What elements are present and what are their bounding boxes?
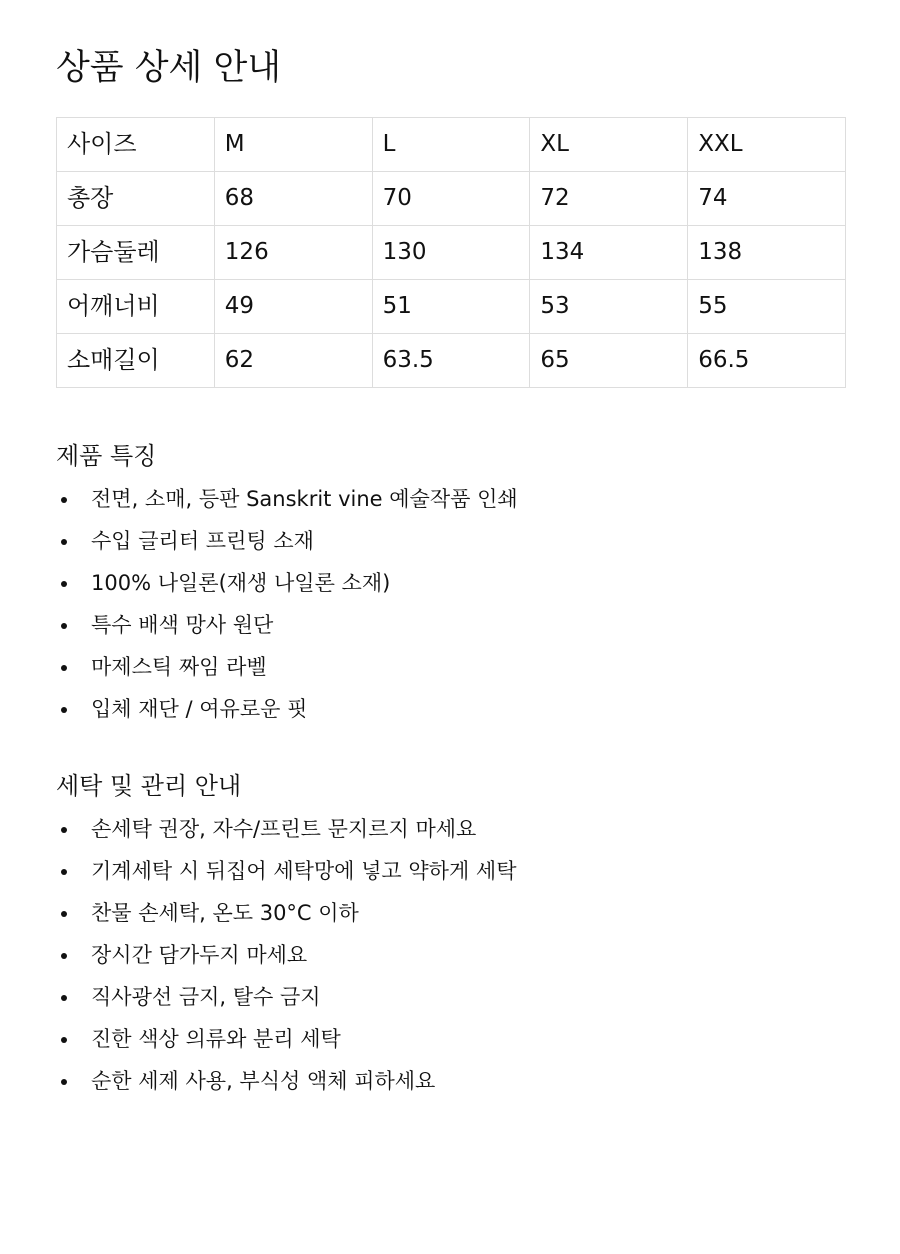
care-heading: 세탁 및 관리 안내 — [56, 772, 242, 800]
list-item — [56, 976, 846, 1018]
table-cell-header: 어깨너비 — [57, 280, 215, 334]
table-row-total-length — [57, 172, 846, 226]
list-item — [56, 688, 846, 730]
care-section — [56, 768, 846, 1102]
table-cell: 74 — [688, 172, 846, 226]
table-cell: 68 — [214, 172, 372, 226]
page-title: 상품 상세 안내 — [56, 48, 282, 88]
size-table — [56, 117, 846, 388]
table-cell: 53 — [530, 280, 688, 334]
table-cell: 72 — [530, 172, 688, 226]
table-cell: XXL — [688, 118, 846, 172]
table-cell: 65 — [530, 334, 688, 388]
table-cell: XL — [530, 118, 688, 172]
table-row-chest — [57, 226, 846, 280]
list-item-text: 장시간 담가두지 마세요 — [91, 943, 308, 967]
product-detail-page — [56, 44, 846, 1102]
table-cell: 49 — [214, 280, 372, 334]
features-section — [56, 438, 846, 730]
features-heading: 제품 특징 — [56, 442, 157, 470]
features-list — [56, 478, 846, 730]
list-item — [56, 604, 846, 646]
bullet-icon — [61, 623, 67, 629]
table-cell: 62 — [214, 334, 372, 388]
table-cell: 130 — [372, 226, 530, 280]
list-item — [56, 934, 846, 976]
table-cell: 70 — [372, 172, 530, 226]
list-item-text: 찬물 손세탁, 온도 30°C 이하 — [91, 901, 359, 925]
table-cell: 63.5 — [372, 334, 530, 388]
table-cell-header: 총장 — [57, 172, 215, 226]
bullet-icon — [61, 497, 67, 503]
list-item — [56, 562, 846, 604]
list-item-text: 입체 재단 / 여유로운 핏 — [91, 697, 308, 721]
bullet-icon — [61, 953, 67, 959]
list-item-text: 진한 색상 의류와 분리 세탁 — [91, 1027, 341, 1051]
list-item-text: 순한 세제 사용, 부식성 액체 피하세요 — [91, 1069, 436, 1093]
table-cell-header: 가슴둘레 — [57, 226, 215, 280]
bullet-icon — [61, 1079, 67, 1085]
table-row-size — [57, 118, 846, 172]
list-item — [56, 520, 846, 562]
bullet-icon — [61, 1037, 67, 1043]
table-cell: 126 — [214, 226, 372, 280]
list-item-text: 기계세탁 시 뒤집어 세탁망에 넣고 약하게 세탁 — [91, 859, 517, 883]
list-item — [56, 1060, 846, 1102]
list-item-text: 손세탁 권장, 자수/프린트 문지르지 마세요 — [91, 817, 477, 841]
list-item — [56, 1018, 846, 1060]
table-cell: 51 — [372, 280, 530, 334]
bullet-icon — [61, 995, 67, 1001]
table-cell: 134 — [530, 226, 688, 280]
list-item-text: 특수 배색 망사 원단 — [91, 613, 274, 637]
table-cell-header: 사이즈 — [57, 118, 215, 172]
list-item-text: 수입 글리터 프린팅 소재 — [91, 529, 314, 553]
table-cell-header: 소매길이 — [57, 334, 215, 388]
bullet-icon — [61, 707, 67, 713]
list-item-text: 전면, 소매, 등판 Sanskrit vine 예술작품 인쇄 — [91, 487, 518, 511]
table-cell: M — [214, 118, 372, 172]
bullet-icon — [61, 581, 67, 587]
bullet-icon — [61, 911, 67, 917]
table-cell: 55 — [688, 280, 846, 334]
list-item — [56, 808, 846, 850]
list-item-text: 100% 나일론(재생 나일론 소재) — [91, 571, 391, 595]
list-item-text: 마제스틱 짜임 라벨 — [91, 655, 267, 679]
table-row-shoulder — [57, 280, 846, 334]
care-list — [56, 808, 846, 1102]
table-cell: L — [372, 118, 530, 172]
table-cell: 66.5 — [688, 334, 846, 388]
bullet-icon — [61, 827, 67, 833]
list-item — [56, 850, 846, 892]
bullet-icon — [61, 869, 67, 875]
bullet-icon — [61, 665, 67, 671]
list-item — [56, 646, 846, 688]
list-item — [56, 892, 846, 934]
list-item-text: 직사광선 금지, 탈수 금지 — [91, 985, 321, 1009]
list-item — [56, 478, 846, 520]
table-cell: 138 — [688, 226, 846, 280]
bullet-icon — [61, 539, 67, 545]
table-row-sleeve — [57, 334, 846, 388]
